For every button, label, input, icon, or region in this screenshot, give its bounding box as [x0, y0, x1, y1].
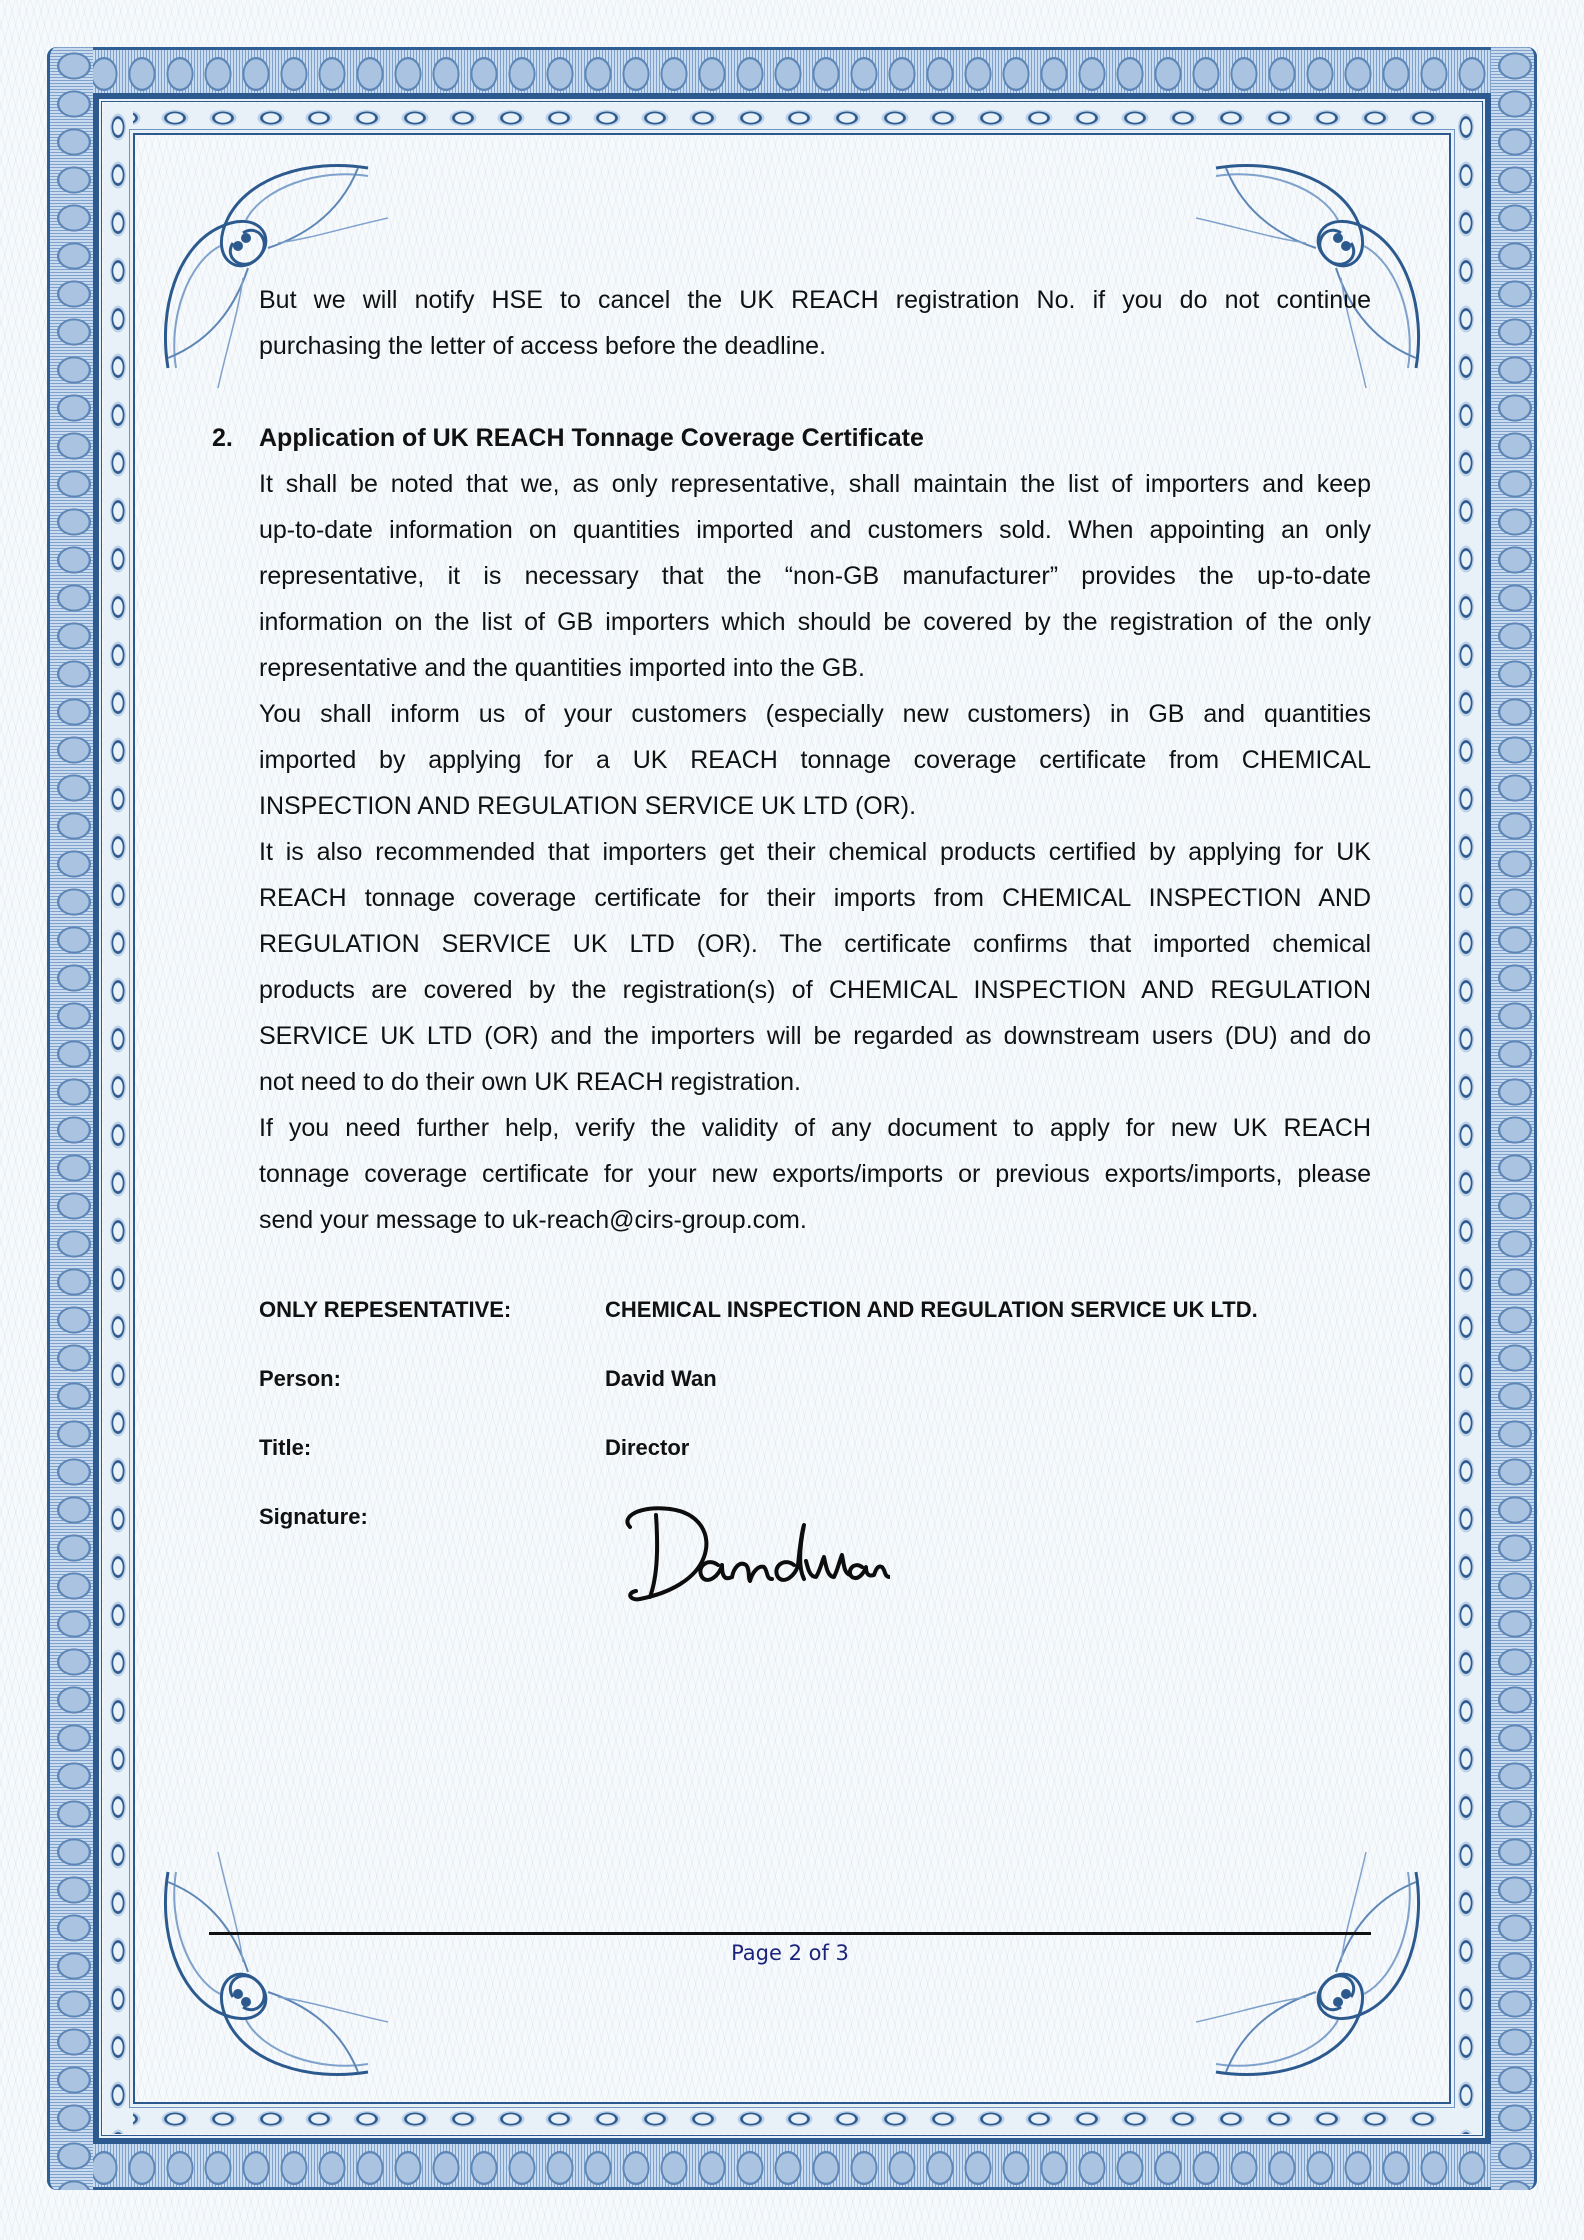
- body-line: If you need further help, verify the validity of any document to apply for new UK REACH: [259, 1114, 1371, 1142]
- body-line: imported by applying for a UK REACH tonnage coverage certificate from CHEMICAL: [259, 746, 1371, 774]
- body-line: It is also recommended that importers get their chemical products certified by applying for UK: [259, 838, 1371, 866]
- body-line: up-to-date information on quantities imported and customers sold. When appointing an only: [259, 516, 1371, 544]
- body-line: INSPECTION AND REGULATION SERVICE UK LTD (OR).: [259, 792, 917, 820]
- border-scallop-bottom: [47, 2144, 1537, 2190]
- body-line: products are covered by the registration(s) of CHEMICAL INSPECTION AND REGULATION: [259, 976, 1371, 1004]
- body-line: tonnage coverage certificate for your new exports/imports or previous exports/imports, please: [259, 1160, 1371, 1188]
- body-line: send your message to uk-reach@cirs-group.com.: [259, 1206, 807, 1234]
- body-line: SERVICE UK LTD (OR) and the importers will be regarded as downstream users (DU) and do: [259, 1022, 1371, 1050]
- person-value: David Wan: [605, 1366, 717, 1391]
- border-scallop-left: [47, 47, 93, 2190]
- representative-value: CHEMICAL INSPECTION AND REGULATION SERVICE UK LTD.: [605, 1297, 1258, 1322]
- title-value: Director: [605, 1435, 690, 1460]
- page-number: Page 2 of 3: [731, 1941, 849, 1965]
- body-line: It shall be noted that we, as only representative, shall maintain the list of importers and keep: [259, 470, 1371, 498]
- border-scallop-top: [47, 47, 1537, 93]
- intro-line: purchasing the letter of access before the deadline.: [259, 332, 827, 360]
- section-title: Application of UK REACH Tonnage Coverage Certificate: [259, 424, 924, 452]
- border-scallop-right: [1491, 47, 1537, 2190]
- title-label: Title:: [259, 1435, 312, 1460]
- body-line: REGULATION SERVICE UK LTD (OR). The certificate confirms that imported chemical: [259, 930, 1371, 958]
- footer-divider: [209, 1932, 1371, 1935]
- section-number: 2.: [212, 424, 233, 452]
- signature-label: Signature:: [259, 1504, 368, 1529]
- body-line: representative and the quantities imported into the GB.: [259, 654, 865, 682]
- body-line: representative, it is necessary that the “non-GB manufacturer” provides the up-to-date: [259, 562, 1371, 590]
- body-line: You shall inform us of your customers (especially new customers) in GB and quantities: [259, 700, 1371, 728]
- body-line: REACH tonnage coverage certificate for their imports from CHEMICAL INSPECTION AND: [259, 884, 1371, 912]
- intro-line: But we will notify HSE to cancel the UK REACH registration No. if you do not continue: [259, 286, 1371, 314]
- body-line: not need to do their own UK REACH registration.: [259, 1068, 801, 1096]
- body-line: information on the list of GB importers which should be covered by the registration of the only: [259, 608, 1371, 636]
- person-label: Person:: [259, 1366, 341, 1391]
- handwritten-signature-icon: [600, 1495, 890, 1605]
- representative-label: ONLY REPESENTATIVE:: [259, 1297, 512, 1322]
